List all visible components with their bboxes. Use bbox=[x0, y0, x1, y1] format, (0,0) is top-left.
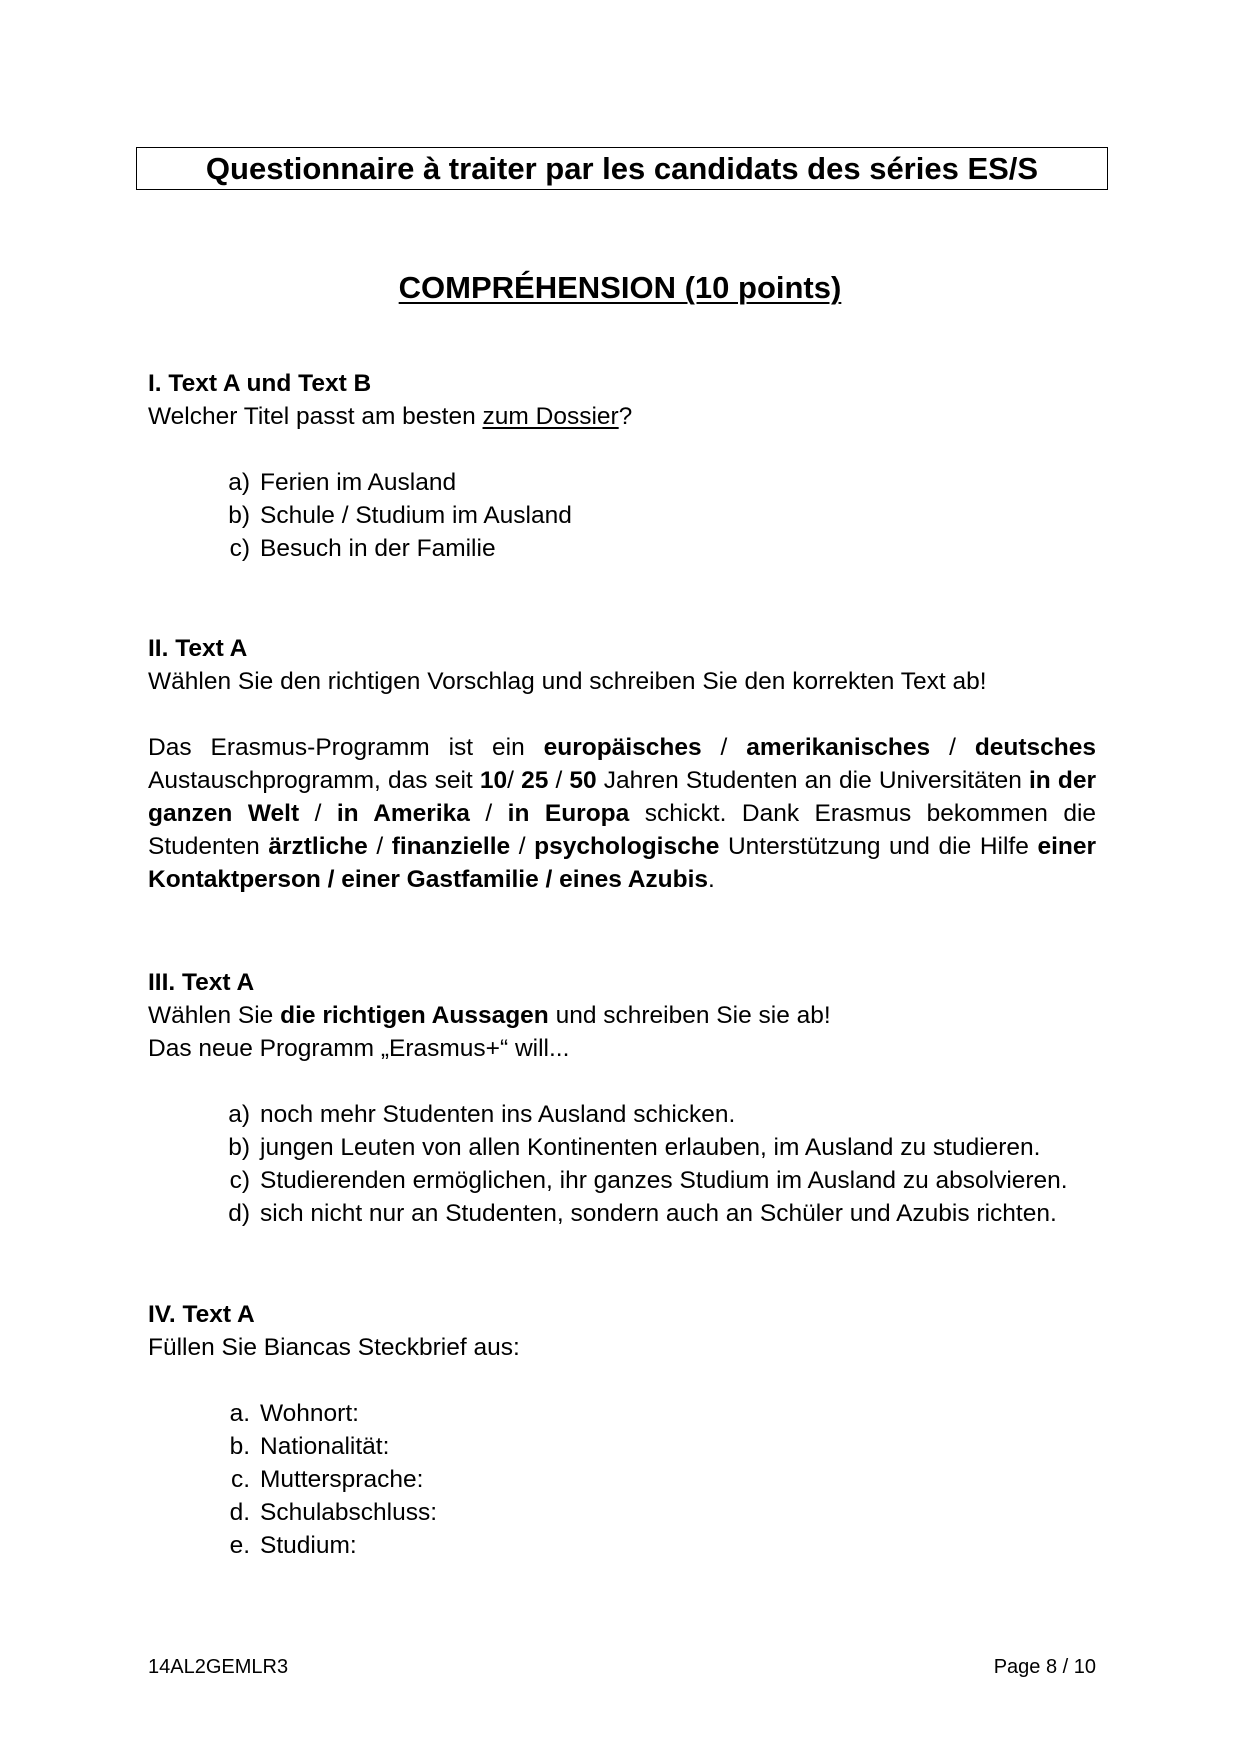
comprehension-title: COMPRÉHENSION (10 points) bbox=[398, 270, 842, 305]
list-item bbox=[148, 1463, 1096, 1496]
section-4-instruction: Füllen Sie Biancas Steckbrief aus: bbox=[148, 1334, 520, 1361]
choice: amerikanisches bbox=[746, 734, 931, 761]
choice: deutsches bbox=[974, 734, 1097, 761]
section-1 bbox=[148, 367, 1096, 565]
separator: / bbox=[930, 734, 975, 761]
option-text: Wohnort: bbox=[260, 1400, 359, 1427]
section-2-paragraph bbox=[148, 731, 1096, 896]
option-text: noch mehr Studenten ins Ausland schicken. bbox=[260, 1101, 736, 1128]
option-label: e. bbox=[229, 1532, 250, 1559]
section-4-heading: IV. Text A bbox=[148, 1301, 255, 1328]
choice: in Europa bbox=[507, 800, 630, 827]
separator: / bbox=[469, 800, 508, 827]
option-text: Schule / Studium im Ausland bbox=[260, 502, 572, 529]
choice: 10 bbox=[479, 767, 508, 794]
section-2-heading: II. Text A bbox=[148, 635, 248, 662]
option-label: b) bbox=[228, 502, 250, 529]
text: Jahren Studenten an die Universitäten bbox=[596, 767, 1029, 794]
choice: 25 bbox=[521, 767, 549, 794]
option-label: b) bbox=[228, 1134, 250, 1161]
list-item bbox=[148, 1197, 1096, 1230]
list-item bbox=[148, 1496, 1096, 1529]
option-label: d. bbox=[229, 1499, 250, 1526]
list-item bbox=[148, 1131, 1096, 1164]
list-item bbox=[148, 466, 1096, 499]
text: schickt. Dank Erasmus bekommen die Studenten bbox=[148, 800, 1097, 860]
choice: einer Kontaktperson / einer Gastfamilie / eines Azubis bbox=[148, 833, 1096, 893]
choice: in der ganzen Welt bbox=[148, 767, 1096, 827]
text: Wählen Sie bbox=[148, 1002, 281, 1029]
separator: / bbox=[367, 833, 392, 860]
separator: / bbox=[548, 767, 570, 794]
section-3-instruction bbox=[148, 999, 1096, 1032]
option-label: c) bbox=[229, 1167, 250, 1194]
section-3-options bbox=[148, 1098, 1096, 1230]
question-text: Welcher Titel passt am besten bbox=[148, 403, 483, 430]
question-underlined-text: zum Dossier bbox=[482, 403, 619, 430]
list-item bbox=[148, 1529, 1096, 1562]
choice: europäisches bbox=[543, 734, 702, 761]
text: Austauschprogramm, das seit bbox=[148, 767, 480, 794]
choice: in Amerika bbox=[336, 800, 470, 827]
option-text: Besuch in der Familie bbox=[260, 535, 496, 562]
list-item bbox=[148, 1098, 1096, 1131]
footer-code: 14AL2GEMLR3 bbox=[148, 1656, 289, 1678]
text: Unterstützung und die Hilfe bbox=[719, 833, 1038, 860]
option-label: b. bbox=[229, 1433, 250, 1460]
list-item bbox=[148, 1430, 1096, 1463]
separator: / bbox=[507, 767, 522, 794]
list-item bbox=[148, 1397, 1096, 1430]
questionnaire-title-box bbox=[136, 147, 1108, 190]
section-2-instruction: Wählen Sie den richtigen Vorschlag und schreiben Sie den korrekten Text ab! bbox=[148, 668, 987, 695]
choice: psychologische bbox=[534, 833, 720, 860]
choice: ärztliche bbox=[268, 833, 368, 860]
option-text: Nationalität: bbox=[260, 1433, 390, 1460]
list-item bbox=[148, 532, 1096, 565]
option-text: jungen Leuten von allen Kontinenten erlauben, im Ausland zu studieren. bbox=[260, 1134, 1041, 1161]
section-2 bbox=[148, 632, 1096, 896]
separator: / bbox=[510, 833, 535, 860]
list-item bbox=[148, 499, 1096, 532]
footer-page-number: Page 8 / 10 bbox=[993, 1656, 1096, 1678]
list-item bbox=[148, 1164, 1096, 1197]
option-text: Schulabschluss: bbox=[260, 1499, 438, 1526]
choice: finanzielle bbox=[391, 833, 511, 860]
text: und schreiben Sie sie ab! bbox=[548, 1002, 831, 1029]
section-4 bbox=[148, 1298, 1096, 1562]
option-text: Studium: bbox=[260, 1532, 357, 1559]
option-label: d) bbox=[228, 1200, 250, 1227]
question-mark: ? bbox=[618, 403, 633, 430]
section-1-options bbox=[148, 466, 1096, 565]
option-label: a. bbox=[229, 1400, 250, 1427]
questionnaire-title: Questionnaire à traiter par les candidats des séries ES/S bbox=[205, 151, 1039, 186]
bold-text: die richtigen Aussagen bbox=[280, 1002, 549, 1029]
text: Das Erasmus-Programm ist ein bbox=[148, 734, 544, 761]
option-text: Muttersprache: bbox=[260, 1466, 424, 1493]
separator: / bbox=[299, 800, 337, 827]
option-text: sich nicht nur an Studenten, sondern auch an Schüler und Azubis richten. bbox=[260, 1200, 1057, 1227]
section-3-heading: III. Text A bbox=[148, 969, 255, 996]
section-3 bbox=[148, 966, 1096, 1230]
option-text: Ferien im Ausland bbox=[260, 469, 457, 496]
option-label: a) bbox=[228, 469, 250, 496]
text: . bbox=[708, 866, 715, 893]
option-text: Studierenden ermöglichen, ihr ganzes Studium im Ausland zu absolvieren. bbox=[260, 1167, 1068, 1194]
option-label: a) bbox=[228, 1101, 250, 1128]
choice: 50 bbox=[569, 767, 597, 794]
separator: / bbox=[701, 734, 747, 761]
section-1-heading: I. Text A und Text B bbox=[148, 370, 372, 397]
section-4-options bbox=[148, 1397, 1096, 1562]
section-3-lead: Das neue Programm „Erasmus+“ will... bbox=[148, 1035, 570, 1062]
option-label: c) bbox=[229, 535, 250, 562]
section-1-question bbox=[148, 400, 1096, 433]
option-label: c. bbox=[230, 1466, 250, 1493]
